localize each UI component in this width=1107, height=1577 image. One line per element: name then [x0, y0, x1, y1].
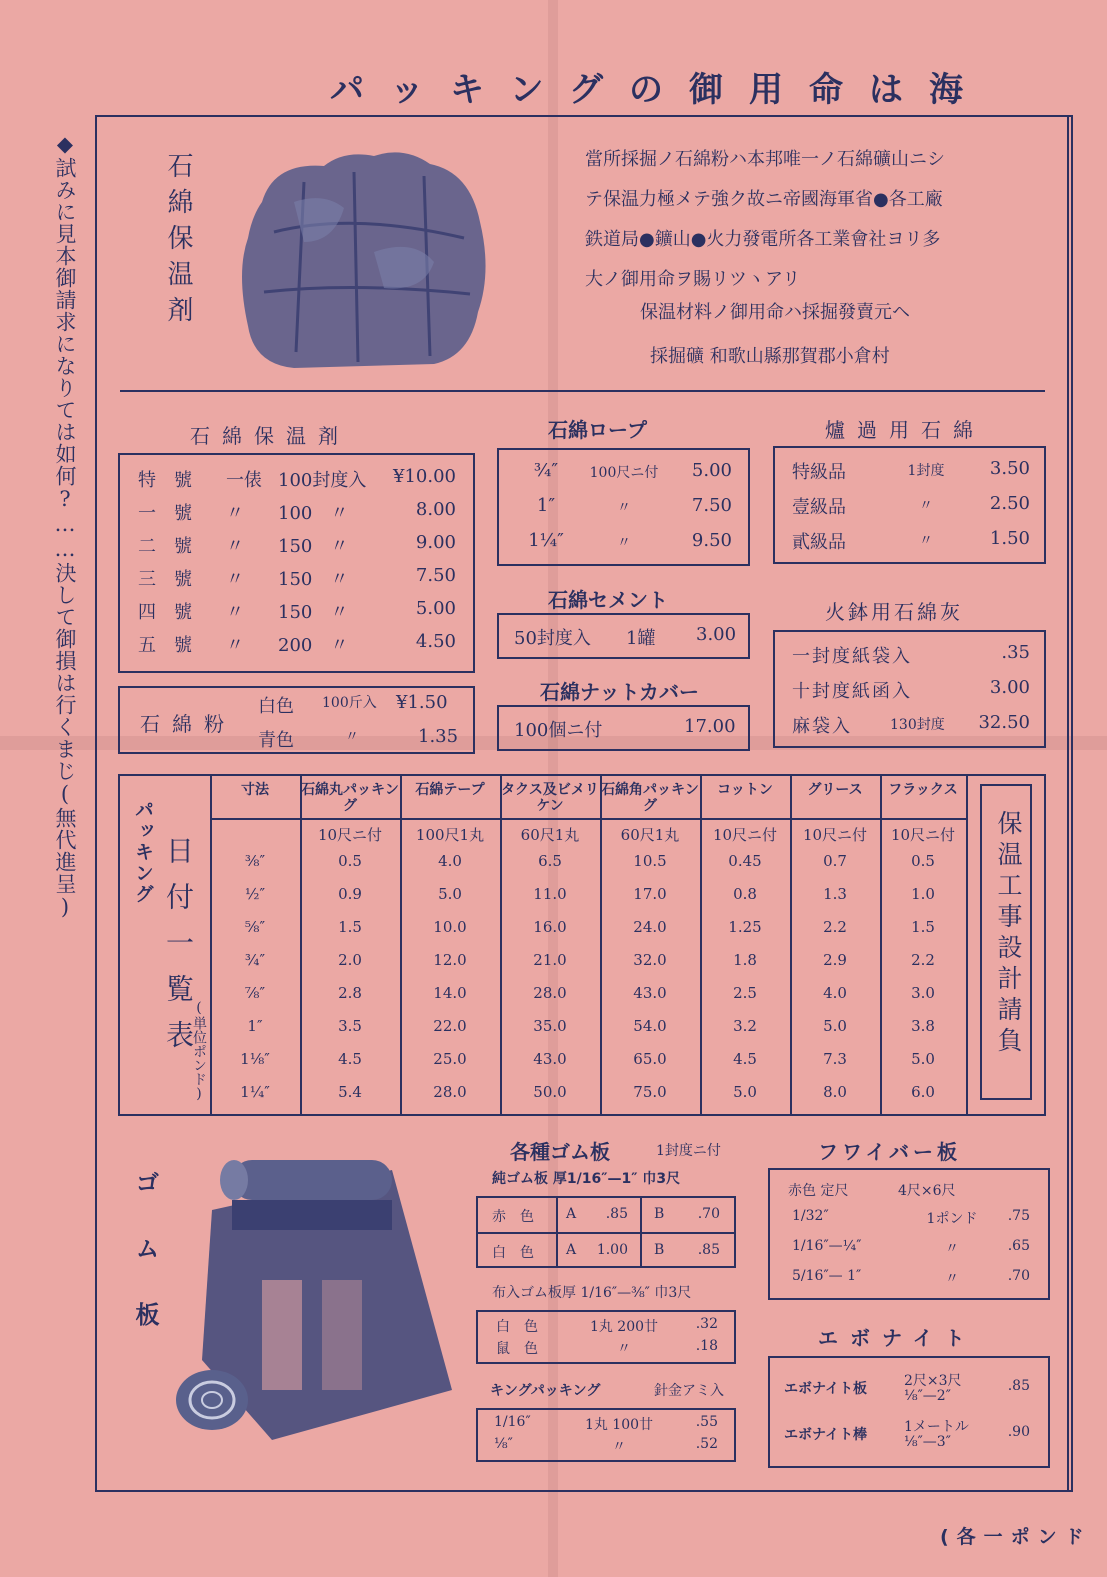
packing-cell: 1.3	[823, 885, 847, 903]
intro-line: 大ノ御用命ヲ賜リツヽアリ	[585, 269, 801, 290]
rubber-title-unit: 1封度ニ付	[656, 1143, 721, 1159]
powder-color: 白色	[258, 696, 294, 717]
fiber-head: 赤色 定尺	[788, 1183, 849, 1199]
ash-item: 十封度紙函入	[792, 681, 912, 702]
powder-color: 青色	[258, 730, 294, 751]
hoon-weight: 150 〃	[278, 536, 349, 557]
nut-price: 17.00	[684, 716, 736, 737]
footer-note: (各一ポンド	[940, 1526, 1092, 1548]
cloth-unit: 1丸 200廿	[589, 1319, 659, 1335]
packing-cell: 2.2	[911, 951, 935, 969]
packing-unit: 100尺1丸	[415, 826, 485, 844]
packing-cell: 0.9	[338, 885, 362, 903]
cloth-price: .18	[695, 1338, 718, 1354]
pure-color: 赤 色	[492, 1209, 534, 1225]
packing-cell: 0.8	[733, 885, 757, 903]
powder-name: 石綿粉	[140, 712, 236, 736]
king-size: ⅛″	[494, 1436, 513, 1452]
filter-price: 3.50	[989, 458, 1030, 479]
frame-inner-line	[1067, 115, 1069, 1492]
packing-cell: 2.9	[823, 951, 847, 969]
rope-size: 1″	[536, 495, 556, 516]
packing-cell: 43.0	[533, 1050, 567, 1068]
hoon-weight: 150 〃	[278, 569, 349, 590]
fiber-unit: 〃	[945, 1241, 959, 1257]
ash-item: 麻袋入	[792, 716, 852, 737]
fiber-unit: 〃	[945, 1271, 959, 1287]
pure-price: .85	[605, 1206, 628, 1222]
asbestos-rock-image	[234, 142, 494, 374]
hoon-weight: 100封度入	[278, 470, 367, 491]
fiber-title: フワイバー板	[818, 1140, 961, 1164]
packing-side-title: 日付一覧表	[162, 836, 195, 1066]
hoon-title: 石綿保温剤	[190, 424, 350, 448]
packing-unit: 60尺1丸	[620, 826, 680, 844]
ebonite-thickness: ⅛″—2″	[904, 1388, 951, 1404]
hoon-price: 4.50	[415, 631, 456, 652]
king-packing-title: キングパッキング	[490, 1383, 601, 1399]
rope-price: 5.00	[691, 460, 732, 481]
rubber-side-label: ゴム板	[131, 1170, 159, 1368]
rope-price: 7.50	[691, 495, 732, 516]
packing-cell: ½″	[244, 885, 266, 903]
packing-unit: 60尺1丸	[520, 826, 580, 844]
packing-cell: 5.4	[338, 1083, 362, 1101]
king-price: .52	[695, 1436, 718, 1452]
cloth-unit: 〃	[617, 1341, 631, 1357]
pure-grade: A	[566, 1242, 577, 1258]
rope-size: 1¼″	[528, 530, 564, 551]
ebonite-item: エボナイト棒	[784, 1427, 868, 1443]
packing-cell: 3.0	[911, 984, 935, 1002]
pure-rubber-rule	[556, 1196, 558, 1268]
ash-unit: 130封度	[890, 717, 945, 733]
packing-cell: 2.0	[338, 951, 362, 969]
fiber-price: .70	[1007, 1268, 1030, 1284]
packing-cell: 43.0	[633, 984, 667, 1002]
rope-title: 石綿ロープ	[548, 418, 647, 442]
pure-grade: B	[654, 1206, 665, 1222]
hoon-grade: 五 號	[138, 635, 192, 656]
intro-text	[585, 140, 1025, 300]
packing-cell: 6.0	[911, 1083, 935, 1101]
ebonite-price: .90	[1007, 1424, 1030, 1440]
packing-unit: 10尺ニ付	[317, 826, 383, 844]
hoon-pack: 〃	[226, 503, 244, 524]
packing-cell: 6.5	[538, 852, 562, 870]
rubber-roll-image	[172, 1150, 472, 1450]
packing-cell: 65.0	[633, 1050, 667, 1068]
fiber-unit: 1ポンド	[926, 1211, 978, 1227]
king-unit: 1丸 100廿	[584, 1417, 654, 1433]
ash-price: .35	[1001, 642, 1030, 663]
rope-unit: 〃	[617, 535, 631, 551]
packing-header: 寸法	[241, 782, 269, 798]
hoon-pack: 〃	[226, 536, 244, 557]
packing-cell: 8.0	[823, 1083, 847, 1101]
packing-cell: 3.8	[911, 1017, 935, 1035]
intro-line: 當所採掘ノ石綿粉ハ本邦唯一ノ石綿礦山ニシ	[585, 149, 945, 170]
hoon-pack: 〃	[226, 635, 244, 656]
pure-grade: B	[654, 1242, 665, 1258]
powder-unit: 100斤入	[322, 695, 377, 711]
rubber-title: 各種ゴム板	[510, 1140, 610, 1164]
pure-rubber-title: 純ゴム板 厚1/16″—1″ 巾3尺	[492, 1171, 681, 1187]
ebonite-item: エボナイト板	[784, 1381, 868, 1397]
packing-cell: ¾″	[244, 951, 266, 969]
king-packing-sub: 針金アミ入	[654, 1383, 724, 1399]
section-divider	[120, 390, 1045, 392]
packing-cell: 22.0	[433, 1017, 467, 1035]
powder-price: ¥1.50	[396, 692, 448, 713]
packing-cell: 11.0	[533, 885, 567, 903]
cloth-color: 白 色	[496, 1319, 538, 1335]
ebonite-thickness: ⅛″—3″	[904, 1434, 951, 1450]
packing-cell: 1¼″	[240, 1083, 270, 1101]
packing-cell: 10.5	[633, 852, 667, 870]
ebonite-price: .85	[1007, 1378, 1030, 1394]
packing-unit: 10尺ニ付	[890, 826, 956, 844]
packing-cell: 17.0	[633, 885, 667, 903]
packing-cell: 16.0	[533, 918, 567, 936]
cement-qty: 50封度入	[514, 628, 591, 649]
packing-cell: 3.2	[733, 1017, 757, 1035]
packing-side-unit: (単位ポンド)	[191, 1000, 207, 1102]
ebonite-size: 1メートル	[904, 1419, 969, 1435]
hoon-grade: 三 號	[138, 569, 192, 590]
packing-cell: 2.8	[338, 984, 362, 1002]
fiber-thickness: 1/16″—¼″	[792, 1238, 862, 1254]
packing-cell: 5.0	[733, 1083, 757, 1101]
ebonite-size: 2尺×3尺	[904, 1373, 962, 1389]
packing-cell: 5.0	[911, 1050, 935, 1068]
packing-cell: 24.0	[633, 918, 667, 936]
intro-line: 鉄道局●鑛山●火力發電所各工業會社ヨリ多	[585, 229, 941, 250]
packing-cell: 10.0	[433, 918, 467, 936]
packing-cell: 3.5	[338, 1017, 362, 1035]
ash-price: 32.50	[978, 712, 1030, 733]
king-unit: 〃	[612, 1439, 626, 1455]
ash-item: 一封度紙袋入	[792, 646, 912, 667]
hoon-grade: 二 號	[138, 536, 192, 557]
fiber-price: .65	[1007, 1238, 1030, 1254]
packing-cell: ⅜″	[244, 852, 266, 870]
powder-price: 1.35	[418, 726, 459, 747]
packing-cell: 75.0	[633, 1083, 667, 1101]
pure-rubber-rule	[640, 1196, 642, 1268]
packing-cell: 50.0	[533, 1083, 567, 1101]
packing-cell: 28.0	[533, 984, 567, 1002]
filter-grade: 貳級品	[792, 532, 846, 553]
hoon-price: 7.50	[415, 565, 456, 586]
packing-cell: 0.45	[728, 852, 762, 870]
right-label: 保温工事設計請負	[994, 810, 1023, 1058]
packing-cell: 35.0	[533, 1017, 567, 1035]
packing-side-label: パッキング	[132, 800, 154, 905]
rope-price: 9.50	[691, 530, 732, 551]
packing-cell: 1.5	[911, 918, 935, 936]
intro-line: テ保温力極メテ強ク故ニ帝國海軍省●各工廠	[585, 189, 943, 210]
ebonite-title: エボナイト	[818, 1326, 977, 1350]
cloth-price: .32	[695, 1316, 718, 1332]
fiber-size: 4尺×6尺	[898, 1183, 956, 1199]
filter-price: 2.50	[989, 493, 1030, 514]
packing-cell: 54.0	[633, 1017, 667, 1035]
packing-header: コットン	[717, 782, 773, 798]
packing-cell: 2.2	[823, 918, 847, 936]
packing-unit: 10尺ニ付	[802, 826, 868, 844]
packing-cell: 21.0	[533, 951, 567, 969]
packing-cell: 1.25	[728, 918, 762, 936]
packing-cell: 5.0	[438, 885, 462, 903]
mine-address: 採掘礦 和歌山縣那賀郡小倉村	[650, 346, 890, 367]
packing-cell: 4.0	[823, 984, 847, 1002]
hoon-pack: 〃	[226, 569, 244, 590]
ash-price: 3.00	[989, 677, 1030, 698]
filter-title: 爐過用石綿	[825, 418, 985, 442]
hoon-grade: 四 號	[138, 602, 192, 623]
pure-rubber-rule	[476, 1232, 736, 1234]
hoon-weight: 150 〃	[278, 602, 349, 623]
packing-cell: 7.3	[823, 1050, 847, 1068]
fiber-thickness: 1/32″	[792, 1208, 829, 1224]
pure-grade: A	[566, 1206, 577, 1222]
hoon-price: 9.00	[415, 532, 456, 553]
king-size: 1/16″	[494, 1414, 531, 1430]
pure-price: .70	[697, 1206, 720, 1222]
packing-cell: 0.7	[823, 852, 847, 870]
hoon-pack: 一俵	[226, 470, 262, 491]
packing-cell: 5.0	[823, 1017, 847, 1035]
packing-cell: 1⅛″	[240, 1050, 270, 1068]
ash-title: 火鉢用石綿灰	[825, 600, 963, 624]
packing-cell: 14.0	[433, 984, 467, 1002]
filter-grade: 壹級品	[792, 497, 846, 518]
powder-unit: 〃	[345, 729, 359, 745]
packing-cell: 4.5	[733, 1050, 757, 1068]
packing-cell: 0.5	[911, 852, 935, 870]
pure-price: 1.00	[596, 1242, 628, 1258]
packing-cell: 4.0	[438, 852, 462, 870]
packing-cell: ⅞″	[244, 984, 266, 1002]
hoon-grade: 特 號	[138, 470, 192, 491]
cement-price: 3.00	[696, 624, 737, 645]
page-title: パッキングの御用命は海	[330, 70, 989, 110]
cloth-color: 鼠 色	[496, 1341, 538, 1357]
packing-cell: 0.5	[338, 852, 362, 870]
packing-unit: 10尺ニ付	[712, 826, 778, 844]
pure-color: 白 色	[492, 1245, 534, 1261]
hoon-grade: 一 號	[138, 503, 192, 524]
packing-cell: 1.5	[338, 918, 362, 936]
packing-header: グリース	[807, 782, 863, 798]
pure-price: .85	[697, 1242, 720, 1258]
intro-heading: 石綿保温剤	[163, 152, 193, 332]
packing-header: 石綿角パッキング	[601, 782, 699, 814]
packing-cell: 2.5	[733, 984, 757, 1002]
king-price: .55	[695, 1414, 718, 1430]
packing-cell: ⅝″	[244, 918, 266, 936]
filter-price: 1.50	[989, 528, 1030, 549]
packing-header: フラックス	[888, 782, 958, 798]
hoon-price: 8.00	[415, 499, 456, 520]
packing-cell: 28.0	[433, 1083, 467, 1101]
packing-col-rule	[966, 776, 968, 1114]
packing-cell: 1.0	[911, 885, 935, 903]
nut-title: 石綿ナットカバー	[540, 680, 699, 704]
hoon-weight: 100 〃	[278, 503, 349, 524]
filter-unit: 1封度	[907, 463, 945, 479]
rope-size: ¾″	[533, 460, 559, 481]
hoon-pack: 〃	[226, 602, 244, 623]
fiber-thickness: 5/16″— 1″	[792, 1268, 862, 1284]
packing-cell: 12.0	[433, 951, 467, 969]
packing-cell: 1.8	[733, 951, 757, 969]
intro-sub: 保温材料ノ御用命ハ採掘發賣元ヘ	[640, 302, 910, 323]
side-note: ◆試みに見本御請求になりては如何?……決して御損は行くまじ(無代進呈)	[53, 132, 77, 920]
hoon-price: ¥10.00	[393, 466, 456, 487]
packing-cell: 32.0	[633, 951, 667, 969]
filter-unit: 〃	[919, 533, 933, 549]
cement-unit: 1罐	[626, 628, 656, 649]
hoon-price: 5.00	[415, 598, 456, 619]
packing-header: 石綿テープ	[415, 782, 485, 798]
packing-header: タクス及ビメリケン	[501, 782, 599, 814]
packing-header-rule	[210, 818, 966, 820]
rope-unit: 100尺ニ付	[589, 465, 659, 481]
fiber-price: .75	[1007, 1208, 1030, 1224]
hoon-weight: 200 〃	[278, 635, 349, 656]
packing-cell: 25.0	[433, 1050, 467, 1068]
cloth-rubber-title: 布入ゴム板厚 1/16″—⅜″ 巾3尺	[492, 1285, 692, 1301]
packing-cell: 4.5	[338, 1050, 362, 1068]
cement-title: 石綿セメント	[548, 588, 668, 612]
filter-unit: 〃	[919, 498, 933, 514]
packing-header: 石綿丸パッキング	[301, 782, 399, 814]
packing-cell: 1″	[247, 1017, 263, 1035]
filter-grade: 特級品	[792, 462, 846, 483]
rope-unit: 〃	[617, 500, 631, 516]
nut-qty: 100個ニ付	[514, 720, 603, 741]
